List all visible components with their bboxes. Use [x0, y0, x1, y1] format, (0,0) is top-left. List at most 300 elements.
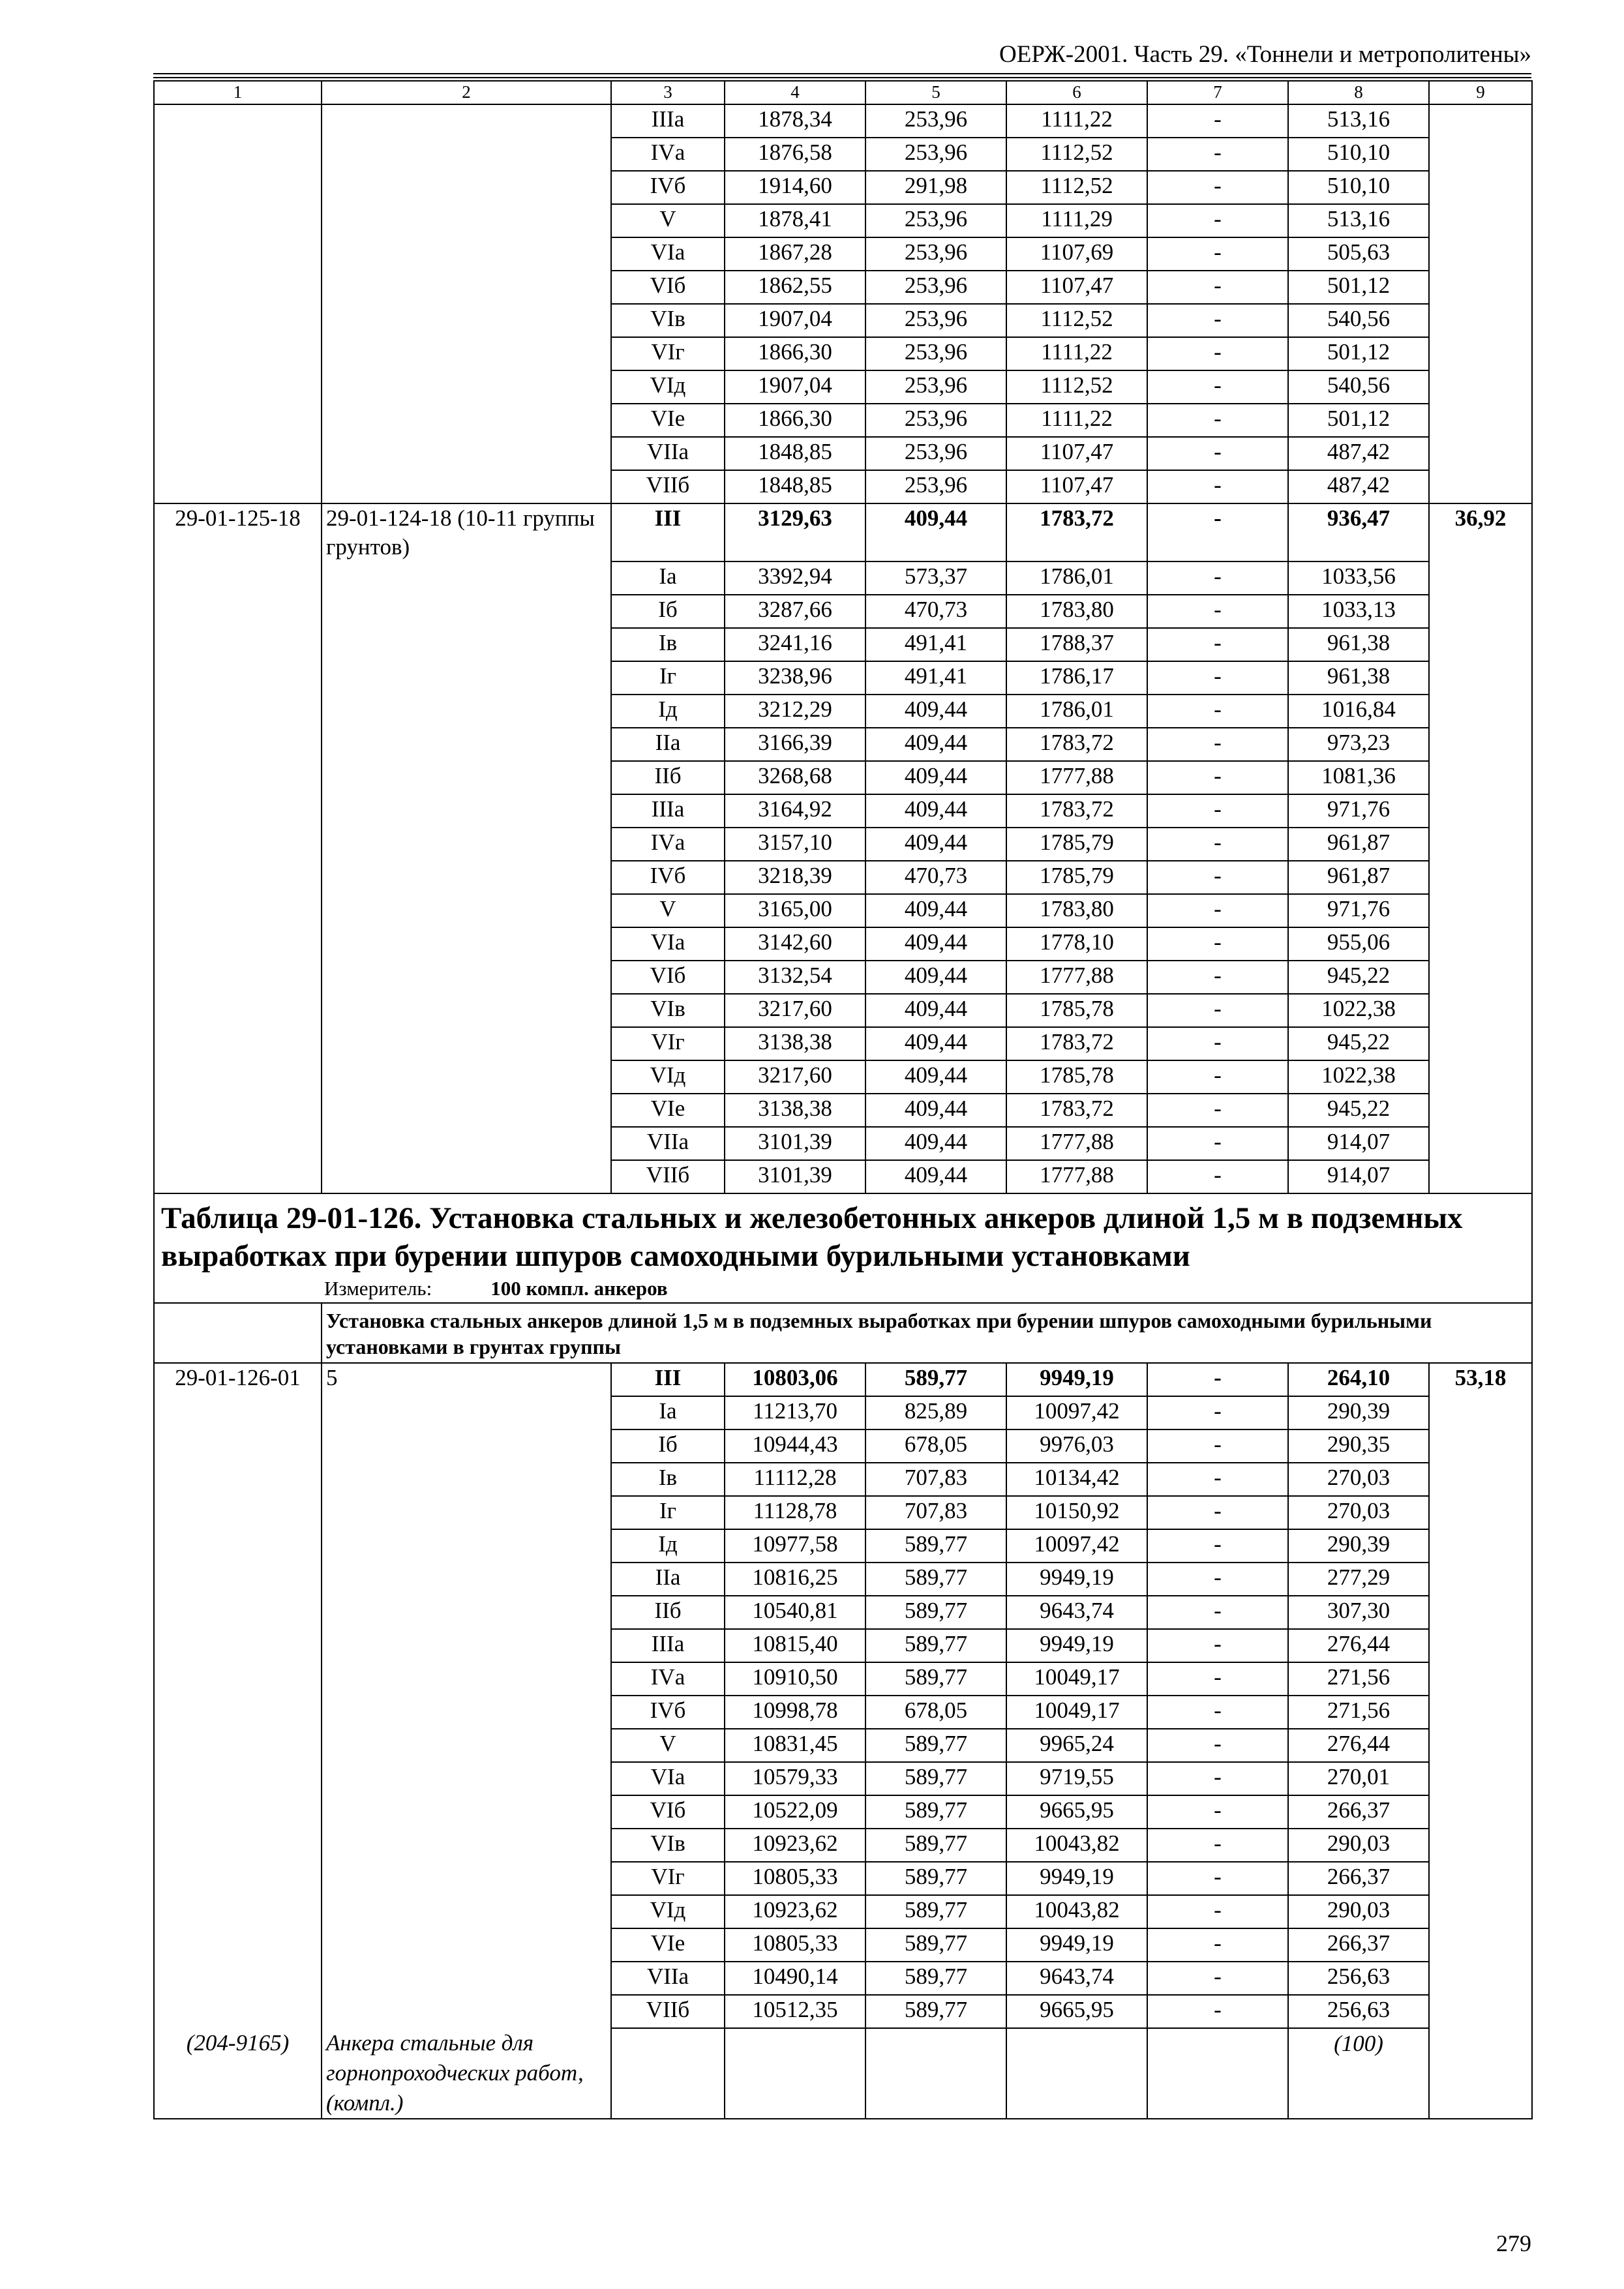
row-group: Iб	[611, 595, 725, 628]
row-col7: -	[1147, 1027, 1288, 1060]
row-col6: 1111,22	[1006, 337, 1147, 370]
row-col5: 409,44	[865, 728, 1006, 761]
row-col8: 540,56	[1288, 304, 1429, 337]
row-group: VIIа	[611, 1962, 725, 1995]
column-number: 3	[611, 81, 725, 104]
row-col7: -	[1147, 1962, 1288, 1995]
row-col4: 10805,33	[725, 1928, 865, 1962]
row-col5: 409,44	[865, 828, 1006, 861]
row-col8: 487,42	[1288, 437, 1429, 470]
code-cell	[154, 1094, 322, 1127]
row-group: VIIа	[611, 1127, 725, 1160]
row-col4: 10816,25	[725, 1563, 865, 1596]
row-col5: 253,96	[865, 237, 1006, 271]
description-cell	[322, 1729, 611, 1762]
description-cell	[322, 1094, 611, 1127]
table-row	[154, 728, 1532, 761]
table-row	[154, 2028, 1532, 2119]
row-col7: -	[1147, 695, 1288, 728]
col9-cell	[1429, 138, 1532, 171]
col9-cell	[1429, 1962, 1532, 1995]
row-col7: -	[1147, 1995, 1288, 2028]
table-row	[154, 1995, 1532, 2028]
row-col7: -	[1147, 138, 1288, 171]
col9-cell	[1429, 1928, 1532, 1962]
row-col5: 589,77	[865, 1895, 1006, 1928]
row-col6: 10043,82	[1006, 1829, 1147, 1862]
row-col7: -	[1147, 204, 1288, 237]
code-cell	[154, 1795, 322, 1829]
row-col7: -	[1147, 894, 1288, 927]
code-cell	[154, 1962, 322, 1995]
table-row	[154, 1862, 1532, 1895]
row-col5: 707,83	[865, 1496, 1006, 1529]
row-group: IIб	[611, 1596, 725, 1629]
row-col5: 589,77	[865, 1662, 1006, 1696]
row-col6: 1111,22	[1006, 104, 1147, 138]
description-cell	[322, 1762, 611, 1795]
col9-cell	[1429, 728, 1532, 761]
row-col6: 1788,37	[1006, 628, 1147, 661]
row-col4: 10923,62	[725, 1829, 865, 1862]
table-row	[154, 204, 1532, 237]
row-col8: 1033,13	[1288, 595, 1429, 628]
row-col7: -	[1147, 761, 1288, 794]
table-row	[154, 503, 1532, 561]
row-col7: -	[1147, 927, 1288, 961]
row-col7: -	[1147, 1496, 1288, 1529]
description-cell	[322, 661, 611, 695]
row-col4: 3142,60	[725, 927, 865, 961]
rate-col9: 53,18	[1429, 1363, 1532, 1396]
row-group: VIг	[611, 337, 725, 370]
row-group: VIIа	[611, 437, 725, 470]
row-col7: -	[1147, 628, 1288, 661]
table-row	[154, 370, 1532, 404]
row-col7: -	[1147, 1928, 1288, 1962]
row-col6: 1777,88	[1006, 1160, 1147, 1193]
row-col5: 470,73	[865, 861, 1006, 894]
row-col4: 3132,54	[725, 961, 865, 994]
row-col8: 945,22	[1288, 1027, 1429, 1060]
row-col4: 11128,78	[725, 1496, 865, 1529]
row-group: IIб	[611, 761, 725, 794]
table-row	[154, 1160, 1532, 1193]
description-cell	[322, 1027, 611, 1060]
code-cell	[154, 1895, 322, 1928]
row-col5: 253,96	[865, 337, 1006, 370]
row-group: VIд	[611, 1060, 725, 1094]
page-number: 279	[1496, 2230, 1531, 2256]
row-col5: 409,44	[865, 994, 1006, 1027]
description-cell	[322, 1995, 611, 2028]
row-col6: 1785,79	[1006, 828, 1147, 861]
table-title: Таблица 29-01-126. Установка стальных и железобетонных анкеров длиной 1,5 м в подземных выработках при бурении шпуров самоходными бурильными установками	[161, 1201, 1463, 1273]
row-col6: 1786,17	[1006, 661, 1147, 695]
row-col7: -	[1147, 1463, 1288, 1496]
row-col8: 501,12	[1288, 404, 1429, 437]
row-col4: 10579,33	[725, 1762, 865, 1795]
row-col6: 10049,17	[1006, 1696, 1147, 1729]
table-row	[154, 1529, 1532, 1563]
row-col8: 290,03	[1288, 1895, 1429, 1928]
table-row	[154, 927, 1532, 961]
code-cell	[154, 1463, 322, 1496]
row-col6: 9949,19	[1006, 1928, 1147, 1962]
table-row	[154, 437, 1532, 470]
description-cell	[322, 1696, 611, 1729]
row-col8: 266,37	[1288, 1862, 1429, 1895]
code-cell	[154, 728, 322, 761]
row-col5: 253,96	[865, 437, 1006, 470]
col9-cell	[1429, 894, 1532, 927]
row-col7: -	[1147, 828, 1288, 861]
row-col8: 973,23	[1288, 728, 1429, 761]
col9-cell	[1429, 171, 1532, 204]
row-group: V	[611, 894, 725, 927]
row-col8: 290,35	[1288, 1429, 1429, 1463]
row-col6: 1783,80	[1006, 894, 1147, 927]
table-row	[154, 1094, 1532, 1127]
column-number: 2	[322, 81, 611, 104]
col9-cell	[1429, 1995, 1532, 2028]
code-cell	[154, 1396, 322, 1429]
row-col6: 1783,72	[1006, 794, 1147, 828]
col9-cell	[1429, 1463, 1532, 1496]
table-row	[154, 1027, 1532, 1060]
row-col8: 266,37	[1288, 1795, 1429, 1829]
row-col7: -	[1147, 271, 1288, 304]
row-col7: -	[1147, 1396, 1288, 1429]
row-col8: 276,44	[1288, 1629, 1429, 1662]
row-col4: 10540,81	[725, 1596, 865, 1629]
row-col4: 3241,16	[725, 628, 865, 661]
code-cell	[154, 1629, 322, 1662]
unit-value: 100 компл. анкеров	[490, 1277, 668, 1300]
row-col4: 3238,96	[725, 661, 865, 695]
row-col4: 3217,60	[725, 1060, 865, 1094]
row-group: VIа	[611, 1762, 725, 1795]
description-cell	[322, 138, 611, 171]
row-col4: 10805,33	[725, 1862, 865, 1895]
row-col7: -	[1147, 104, 1288, 138]
row-col4: 1867,28	[725, 237, 865, 271]
row-col8: 271,56	[1288, 1696, 1429, 1729]
row-col8: 1016,84	[1288, 695, 1429, 728]
table-row	[154, 1962, 1532, 1995]
row-col5: 589,77	[865, 1629, 1006, 1662]
empty-cell	[1006, 2028, 1147, 2119]
row-group: Iг	[611, 1496, 725, 1529]
code-cell	[154, 1928, 322, 1962]
table-row	[154, 1696, 1532, 1729]
row-col8: 945,22	[1288, 1094, 1429, 1127]
code-cell	[154, 561, 322, 595]
code-cell	[154, 861, 322, 894]
description-cell	[322, 1795, 611, 1829]
col9-cell	[1429, 1895, 1532, 1928]
row-group: Iа	[611, 561, 725, 595]
row-col7: -	[1147, 728, 1288, 761]
table-row	[154, 1363, 1532, 1396]
table-title-block	[154, 1193, 1532, 1303]
row-col7: -	[1147, 503, 1288, 561]
row-group: VIIб	[611, 470, 725, 503]
row-col7: -	[1147, 861, 1288, 894]
row-col5: 409,44	[865, 927, 1006, 961]
col9-cell	[1429, 470, 1532, 503]
row-col5: 678,05	[865, 1429, 1006, 1463]
code-cell	[154, 370, 322, 404]
row-col7: -	[1147, 171, 1288, 204]
row-col4: 3268,68	[725, 761, 865, 794]
row-col8: 513,16	[1288, 204, 1429, 237]
col9-cell	[1429, 271, 1532, 304]
row-col6: 9665,95	[1006, 1995, 1147, 2028]
row-col8: 270,03	[1288, 1463, 1429, 1496]
code-cell	[154, 994, 322, 1027]
row-col5: 678,05	[865, 1696, 1006, 1729]
row-col6: 1111,22	[1006, 404, 1147, 437]
row-col6: 9949,19	[1006, 1629, 1147, 1662]
column-number: 4	[725, 81, 865, 104]
col9-cell	[1429, 794, 1532, 828]
row-col5: 589,77	[865, 1596, 1006, 1629]
col9-cell	[1429, 1160, 1532, 1193]
row-col6: 9949,19	[1006, 1563, 1147, 1596]
row-group: VIIб	[611, 1160, 725, 1193]
row-col6: 9965,24	[1006, 1729, 1147, 1762]
table-row	[154, 828, 1532, 861]
description-cell	[322, 1429, 611, 1463]
row-col4: 10512,35	[725, 1995, 865, 2028]
description-cell	[322, 728, 611, 761]
row-col5: 253,96	[865, 404, 1006, 437]
row-col6: 10049,17	[1006, 1662, 1147, 1696]
code-cell	[154, 1762, 322, 1795]
col9-cell	[1429, 861, 1532, 894]
row-col7: -	[1147, 1795, 1288, 1829]
description-cell	[322, 794, 611, 828]
code-cell	[154, 1429, 322, 1463]
row-col5: 573,37	[865, 561, 1006, 595]
description-cell	[322, 561, 611, 595]
row-col5: 409,44	[865, 503, 1006, 561]
code-cell	[154, 1127, 322, 1160]
row-group: VIг	[611, 1862, 725, 1895]
row-col7: -	[1147, 794, 1288, 828]
col9-cell	[1429, 337, 1532, 370]
description-cell	[322, 595, 611, 628]
row-col8: 971,76	[1288, 894, 1429, 927]
description-cell	[322, 237, 611, 271]
row-col7: -	[1147, 1060, 1288, 1094]
col9-cell	[1429, 561, 1532, 595]
row-col8: 290,39	[1288, 1529, 1429, 1563]
row-col5: 409,44	[865, 1127, 1006, 1160]
table-row	[154, 695, 1532, 728]
description-cell	[322, 1127, 611, 1160]
row-col8: 914,07	[1288, 1127, 1429, 1160]
row-col5: 409,44	[865, 1160, 1006, 1193]
row-col8: 271,56	[1288, 1662, 1429, 1696]
row-group: VIа	[611, 237, 725, 271]
code-cell	[154, 595, 322, 628]
table-row	[154, 794, 1532, 828]
row-col6: 1783,72	[1006, 1094, 1147, 1127]
unit-label: Измеритель:	[324, 1277, 432, 1300]
code-cell	[154, 695, 322, 728]
col9-cell	[1429, 2028, 1532, 2119]
empty-cell	[725, 2028, 865, 2119]
table-row	[154, 1496, 1532, 1529]
row-col4: 10998,78	[725, 1696, 865, 1729]
description-cell	[322, 861, 611, 894]
row-col6: 9643,74	[1006, 1962, 1147, 1995]
row-col6: 10097,42	[1006, 1529, 1147, 1563]
column-number: 6	[1006, 81, 1147, 104]
row-col7: -	[1147, 404, 1288, 437]
description-cell	[322, 1463, 611, 1496]
row-col4: 10815,40	[725, 1629, 865, 1662]
table-row	[154, 237, 1532, 271]
row-col4: 11112,28	[725, 1463, 865, 1496]
table-row	[154, 894, 1532, 927]
row-col8: 270,01	[1288, 1762, 1429, 1795]
row-col7: -	[1147, 237, 1288, 271]
description-cell	[322, 828, 611, 861]
row-col7: -	[1147, 370, 1288, 404]
code-cell	[154, 1027, 322, 1060]
row-col5: 409,44	[865, 761, 1006, 794]
row-col6: 1107,47	[1006, 470, 1147, 503]
description-cell	[322, 104, 611, 138]
row-col5: 409,44	[865, 794, 1006, 828]
row-col6: 9949,19	[1006, 1363, 1147, 1396]
row-col6: 1783,72	[1006, 728, 1147, 761]
section-description: Установка стальных анкеров длиной 1,5 м в подземных выработках при бурении шпуров самоходными бурильными установками в грунтах группы	[322, 1303, 1532, 1363]
row-col4: 10831,45	[725, 1729, 865, 1762]
description-cell	[322, 1862, 611, 1895]
code-cell	[154, 927, 322, 961]
row-group: Iг	[611, 661, 725, 695]
row-col6: 1778,10	[1006, 927, 1147, 961]
row-group: IIIа	[611, 104, 725, 138]
table-row	[154, 1563, 1532, 1596]
table-row	[154, 1396, 1532, 1429]
code-cell	[154, 828, 322, 861]
row-group: VIб	[611, 961, 725, 994]
col9-cell	[1429, 695, 1532, 728]
col9-cell	[1429, 961, 1532, 994]
table-row	[154, 138, 1532, 171]
row-col5: 589,77	[865, 1928, 1006, 1962]
row-col8: 540,56	[1288, 370, 1429, 404]
rates-table	[153, 80, 1533, 2119]
row-col5: 470,73	[865, 595, 1006, 628]
rate-col9: 36,92	[1429, 503, 1532, 561]
row-col7: -	[1147, 1529, 1288, 1563]
empty-cell	[1147, 2028, 1288, 2119]
unit-line	[324, 1275, 1525, 1302]
row-group: IVб	[611, 861, 725, 894]
table-row	[154, 1662, 1532, 1696]
description-cell	[322, 894, 611, 927]
code-cell	[154, 104, 322, 138]
code-cell	[154, 894, 322, 927]
row-col4: 1907,04	[725, 304, 865, 337]
table-row	[154, 1303, 1532, 1363]
row-col8: 1022,38	[1288, 1060, 1429, 1094]
row-col8: 1081,36	[1288, 761, 1429, 794]
row-group: VIв	[611, 994, 725, 1027]
row-col8: 487,42	[1288, 470, 1429, 503]
description-cell	[322, 1662, 611, 1696]
row-col7: -	[1147, 470, 1288, 503]
table-row	[154, 470, 1532, 503]
col9-cell	[1429, 1027, 1532, 1060]
table-row	[154, 171, 1532, 204]
row-col4: 3166,39	[725, 728, 865, 761]
table-row	[154, 1829, 1532, 1862]
row-col7: -	[1147, 1094, 1288, 1127]
row-col5: 291,98	[865, 171, 1006, 204]
col9-cell	[1429, 437, 1532, 470]
col9-cell	[1429, 1429, 1532, 1463]
table-row	[154, 1729, 1532, 1762]
col9-cell	[1429, 1529, 1532, 1563]
row-group: IIа	[611, 728, 725, 761]
description-cell	[322, 1060, 611, 1094]
row-group: VIд	[611, 370, 725, 404]
row-col4: 3217,60	[725, 994, 865, 1027]
header-rule	[153, 73, 1531, 74]
row-col4: 3212,29	[725, 695, 865, 728]
rate-description: 29-01-124-18 (10-11 группы грунтов)	[322, 503, 611, 561]
col9-cell	[1429, 927, 1532, 961]
description-cell	[322, 1160, 611, 1193]
column-number: 5	[865, 81, 1006, 104]
column-number: 8	[1288, 81, 1429, 104]
row-col5: 253,96	[865, 138, 1006, 171]
table-row	[154, 1060, 1532, 1094]
description-cell	[322, 1928, 611, 1962]
code-cell	[154, 204, 322, 237]
row-col4: 1876,58	[725, 138, 865, 171]
row-col8: 961,87	[1288, 828, 1429, 861]
description-cell	[322, 695, 611, 728]
table-row	[154, 271, 1532, 304]
code-cell	[154, 1662, 322, 1696]
col9-cell	[1429, 661, 1532, 695]
table-row	[154, 1795, 1532, 1829]
row-col4: 3218,39	[725, 861, 865, 894]
description-cell	[322, 204, 611, 237]
code-cell	[154, 1829, 322, 1862]
row-col4: 10944,43	[725, 1429, 865, 1463]
row-col7: -	[1147, 561, 1288, 595]
row-col6: 1112,52	[1006, 370, 1147, 404]
row-col7: -	[1147, 1762, 1288, 1795]
row-col4: 10490,14	[725, 1962, 865, 1995]
row-col5: 589,77	[865, 1729, 1006, 1762]
table-row	[154, 961, 1532, 994]
row-col5: 589,77	[865, 1529, 1006, 1563]
row-col6: 1783,80	[1006, 595, 1147, 628]
description-cell	[322, 961, 611, 994]
row-col7: -	[1147, 661, 1288, 695]
description-cell	[322, 994, 611, 1027]
